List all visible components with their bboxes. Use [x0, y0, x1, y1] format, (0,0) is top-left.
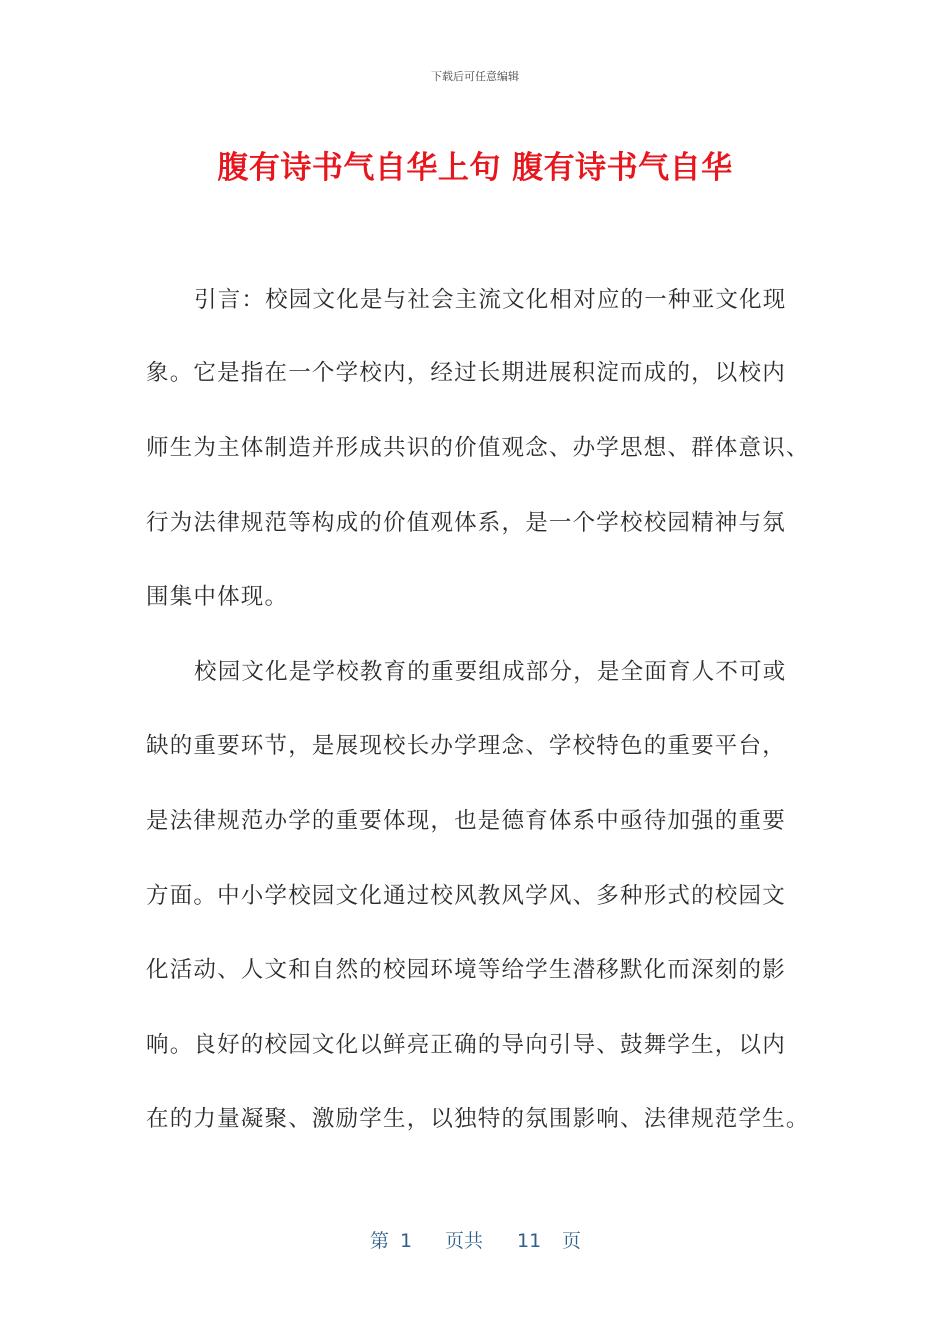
- footer-suffix: 页: [562, 1230, 582, 1252]
- body-line: 响。良好的校园文化以鲜亮正确的导向引导、鼓舞学生，以内: [146, 1032, 786, 1058]
- body-line: 方面。中小学校园文化通过校风教风学风、多种形式的校园文: [146, 883, 786, 909]
- body-line: 象。它是指在一个学校内，经过长期进展积淀而成的，以校内: [146, 360, 786, 386]
- body-line: 在的力量凝聚、激励学生，以独特的氛围影响、法律规范学生。: [146, 1106, 810, 1132]
- body-line: 校园文化是学校教育的重要组成部分，是全面育人不可或: [194, 659, 787, 685]
- body-line: 围集中体现。: [146, 584, 289, 610]
- body-line: 师生为主体制造并形成共识的价值观念、办学思想、群体意识、: [146, 435, 810, 461]
- page-number-footer: [370, 1226, 592, 1253]
- body-line: 化活动、人文和自然的校园环境等给学生潜移默化而深刻的影: [146, 957, 786, 983]
- footer-current-page: 1: [400, 1230, 413, 1252]
- footer-prefix: 第: [370, 1230, 390, 1252]
- footer-total-pages: 11: [517, 1230, 542, 1252]
- body-line: 缺的重要环节，是展现校长办学理念、学校特色的重要平台，: [146, 733, 786, 759]
- document-title: 腹有诗书气自华上句 腹有诗书气自华: [217, 150, 733, 186]
- footer-middle: 页共: [445, 1230, 484, 1252]
- header-note: 下载后可任意编辑: [431, 70, 519, 83]
- body-line: 引言：校园文化是与社会主流文化相对应的一种亚文化现: [194, 287, 787, 313]
- body-line: 是法律规范办学的重要体现，也是德育体系中亟待加强的重要: [146, 808, 786, 834]
- body-line: 行为法律规范等构成的价值观体系，是一个学校校园精神与氛: [146, 510, 786, 536]
